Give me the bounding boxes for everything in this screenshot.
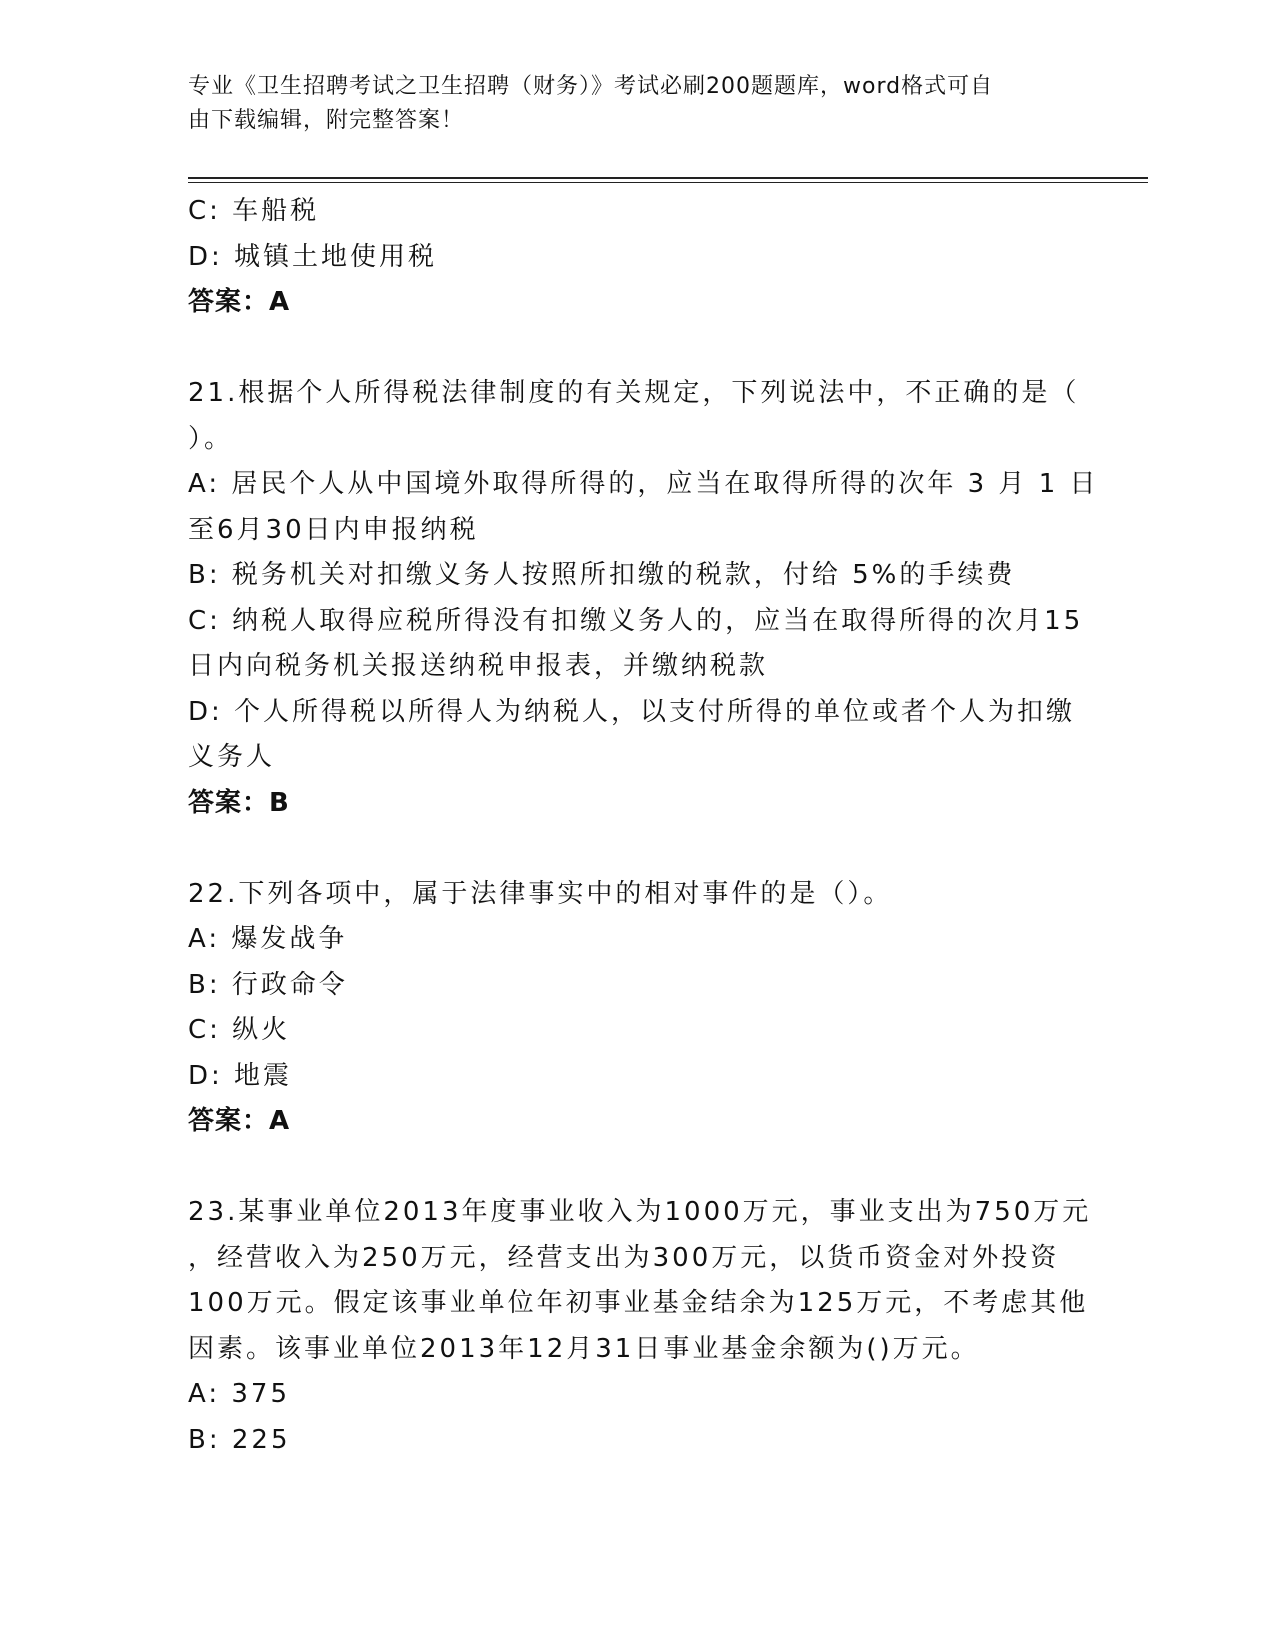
spacer [188, 826, 1088, 872]
option-b: B: 行政命令 [188, 969, 348, 1000]
option-d: D: 地震 [188, 1060, 293, 1091]
spacer [188, 326, 1088, 372]
option-c: C: 纵火 [188, 1015, 291, 1045]
question-stem: ）。 [188, 423, 234, 454]
option-d: D: 个人所得税以所得人为纳税人，以支付所得的单位或者个人为扣缴 [188, 696, 1076, 727]
header-line-1: 专业《卫生招聘考试之卫生招聘（财务）》考试必刷200题题库，word格式可自 [188, 74, 994, 99]
answer-line: 答案：A [188, 287, 291, 317]
question-23 [188, 1190, 1092, 1463]
question-stem: 21.根据个人所得税法律制度的有关规定，下列说法中，不正确的是（ [188, 378, 1080, 408]
question-21 [188, 371, 1099, 826]
question-stem: 22.下列各项中，属于法律事实中的相对事件的是（）。 [188, 878, 893, 909]
question-list [188, 189, 1099, 1463]
question-22 [188, 872, 1088, 1145]
spacer [188, 1145, 1088, 1191]
answer-line: 答案：A [188, 1106, 291, 1136]
option-a-cont: 至6月30日内申报纳税 [188, 514, 479, 545]
option-a: A: 375 [188, 1379, 290, 1409]
option-b: B: 税务机关对扣缴义务人按照所扣缴的税款，付给 5%的手续费 [188, 560, 1016, 590]
question-stem: 100万元。假定该事业单位年初事业基金结余为125万元，不考虑其他 [188, 1288, 1089, 1318]
question-stem: ，经营收入为250万元，经营支出为300万元，以货币资金对外投资 [188, 1242, 1060, 1273]
header-line-2: 由下载编辑，附完整答案！ [188, 108, 465, 133]
question-stem: 因素。该事业单位2013年12月31日事业基金余额为()万元。 [188, 1333, 980, 1364]
option-c: C: 车船税 [188, 196, 320, 226]
option-d-cont: 义务人 [188, 742, 276, 772]
answer-line: 答案：B [188, 787, 290, 818]
header-divider-thick [188, 177, 1148, 179]
header-divider-thin [188, 182, 1148, 183]
document-header [188, 70, 1088, 138]
option-a: A: 爆发战争 [188, 924, 348, 954]
option-c-cont: 日内向税务机关报送纳税申报表，并缴纳税款 [188, 651, 769, 681]
question-stem: 23.某事业单位2013年度事业收入为1000万元，事业支出为750万元 [188, 1197, 1092, 1227]
option-a: A: 居民个人从中国境外取得所得的，应当在取得所得的次年 3 月 1 日 [188, 469, 1099, 499]
option-d: D: 城镇土地使用税 [188, 241, 438, 272]
option-c: C: 纳税人取得应税所得没有扣缴义务人的，应当在取得所得的次月15 [188, 605, 1084, 636]
option-b: B: 225 [188, 1424, 291, 1455]
